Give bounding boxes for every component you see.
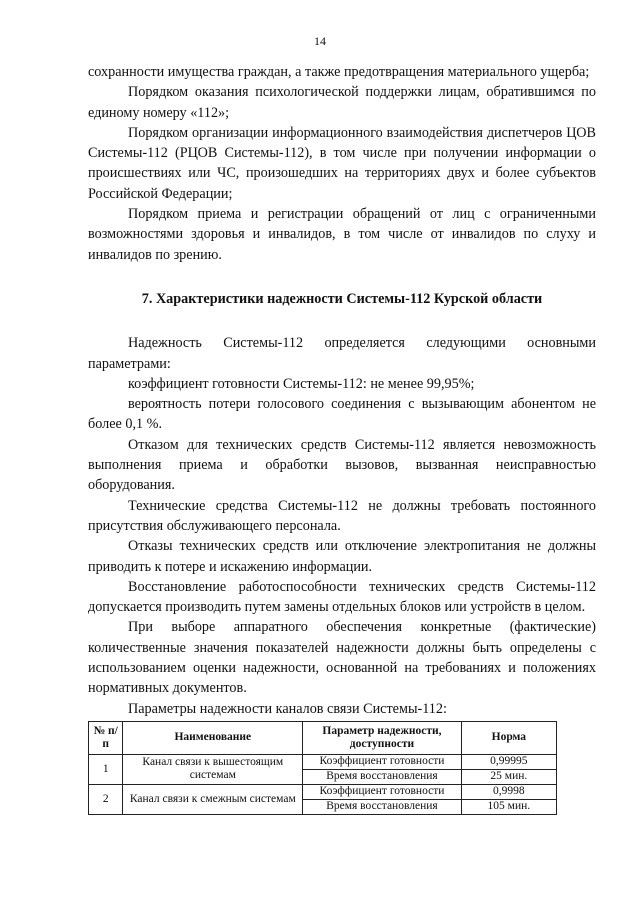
row-param: Время восстановления [303, 769, 462, 784]
row-name: Канал связи к смежным системам [123, 784, 303, 814]
paragraph-restoration: Восстановление работоспособности технических средств Системы-112 допускается производить путем замены отдельных блоков или устройств в целом. [88, 578, 596, 616]
table-row [89, 754, 557, 769]
header-param: Параметр надежности, доступности [303, 721, 462, 754]
section-heading: 7. Характеристики надежности Системы-112 Курской области [141, 290, 543, 307]
paragraph-disabled-access: Порядком приема и регистрации обращений от лиц с ограниченными возможностями здоровья и инвалидов, в том числе от инвалидов по слуху и инвалидов по зрению. [88, 206, 596, 263]
row-name: Канал связи к вышестоящим системам [123, 754, 303, 784]
header-num: № п/п [89, 721, 123, 754]
header-name: Наименование [123, 721, 303, 754]
header-norm: Норма [461, 721, 556, 754]
paragraph-no-staff: Технические средства Системы-112 не должны требовать постоянного присутствия обслуживающего персонала. [88, 497, 596, 534]
paragraph-loss-probability: вероятность потери голосового соединения с вызывающим абонентом не более 0,1 %. [88, 396, 596, 433]
reliability-table [88, 721, 557, 815]
row-param: Время восстановления [303, 799, 462, 814]
paragraph-availability-coefficient: коэффициент готовности Системы-112: не менее 99,95%; [128, 375, 475, 392]
paragraph-info-interaction: Порядком организации информационного взаимодействия диспетчеров ЦОВ Системы-112 (РЦОВ Системы-112), в том числе при получении информации о происшествиях или ЧС, произошедших на территориях двух и более субъектов Российской Федерации; [88, 124, 596, 202]
table-header-row [89, 721, 557, 754]
document-body [88, 62, 596, 815]
row-num: 1 [89, 754, 123, 784]
table-row [89, 784, 557, 799]
table-caption: Параметры надежности каналов связи Системы-112: [128, 700, 447, 717]
paragraph-psych-support: Порядком оказания психологической поддержки лицам, обратившимся по единому номеру «112»; [88, 84, 596, 121]
paragraph-failure-definition: Отказом для технических средств Системы-112 является невозможность выполнения приема и обработки вызовов, вызванная неисправностью оборудования. [88, 436, 596, 494]
page-number: 14 [314, 34, 326, 48]
row-param: Коэффициент готовности [303, 754, 462, 769]
paragraph-reliability-intro: Надежность Системы-112 определяется следующими основными параметрами: [88, 335, 596, 372]
row-norm: 105 мин. [461, 799, 556, 814]
row-num: 2 [89, 784, 123, 814]
row-norm: 0,99995 [461, 754, 556, 769]
row-param: Коэффициент готовности [303, 784, 462, 799]
row-norm: 25 мин. [461, 769, 556, 784]
paragraph-continuation: сохранности имущества граждан, а также предотвращения материального ущерба; [88, 64, 590, 80]
paragraph-no-data-loss: Отказы технических средств или отключение электропитания не должны приводить к потере и искажению информации. [88, 538, 596, 575]
paragraph-hardware-selection: При выборе аппаратного обеспечения конкретные (фактические) количественные значения показателей надежности должны быть определены с использованием оценки надежности, основанной на требованиях и положениях нормативных документов. [88, 619, 596, 697]
row-norm: 0,9998 [461, 784, 556, 799]
